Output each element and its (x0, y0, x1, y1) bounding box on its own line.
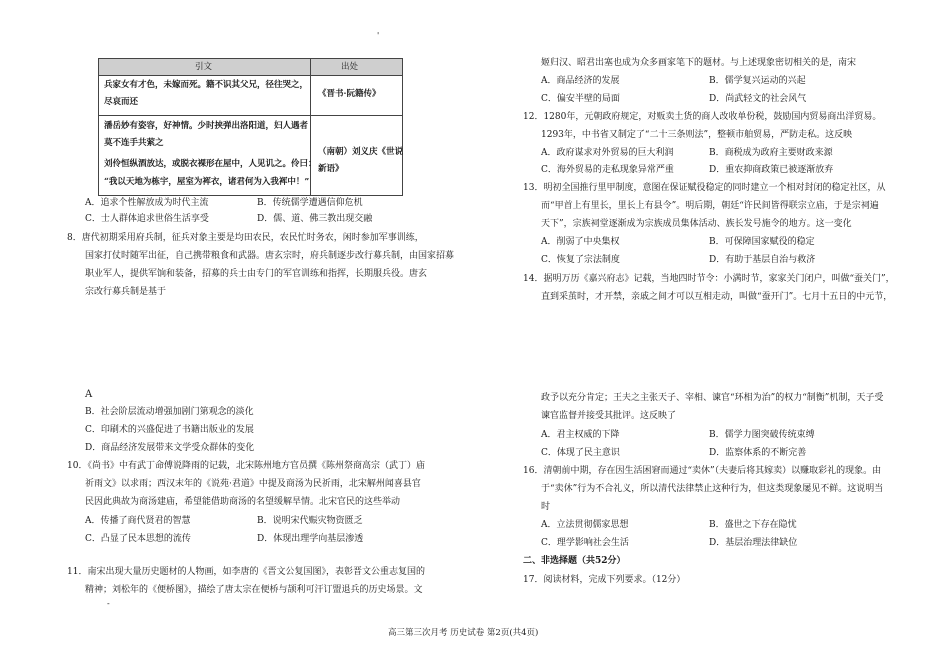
q12-option-d: D．重农抑商政策已被逐渐放弃 (709, 165, 834, 175)
q15-fragment-line-2: 谏官监督并接受其批评。这反映了 (541, 411, 677, 421)
table-header-quote: 引文 (195, 62, 213, 72)
table-row-1-line-1: 兵家女有才色，未嫁而死。籍不识其父兄，径往哭之， (104, 80, 309, 90)
q12-option-a: A．政府谋求对外贸易的巨大利润 (541, 148, 674, 158)
q13-line-2: 而“甲首上有里长，里长上有县令”。明后期，朝廷“许民间皆得联宗立庙，于是宗祠遍 (541, 201, 879, 211)
table-row-1-line-2: 尽哀而还 (104, 97, 139, 107)
bottom-mark: - (107, 599, 110, 608)
q11-option-a: A．商品经济的发展 (541, 76, 620, 86)
quote-table (98, 58, 403, 196)
q16-line-1: 16．清朝前中期，存在因生活困窘而通过“卖休”（夫妻后将其嫁卖）以赚取彩礼的现象。由 (523, 466, 882, 476)
q13-line-1: 13．明初全国推行里甲制度，意图在保证赋役稳定的同时建立一个相对封闭的稳定社区，从 (523, 183, 886, 193)
q10-line-3: 民因此典故为商汤建庙，希望能借助商汤的名望缓解旱情。北宋官民的这些举动 (85, 497, 401, 507)
table-row-2-source-1: （南朝）刘义庆《世说 (318, 147, 404, 157)
table-row-2-line-2: 莫不连手共萦之 (104, 138, 164, 148)
page-footer: 高三第三次月考 历史试卷 第2页(共4页) (388, 628, 539, 638)
q10-line-1: 10．《尚书》中有武丁命傅说降雨的记载，北宋陈州地方官员撰《陈州祭商高宗（武丁）庙 (67, 461, 425, 471)
q9-option-c: C．印刷术的兴盛促进了书籍出版业的发展 (85, 425, 254, 435)
q7-option-b: B．传统儒学遭遇信仰危机 (257, 198, 363, 208)
q12-line-2: 1293年，中书省又制定了“二十三条则法”，整顿市舶贸易，严防走私。这反映 (541, 130, 853, 140)
q13-option-c: C．恢复了宗法制度 (541, 255, 620, 265)
q15-option-a: A．君主权威的下降 (541, 430, 620, 440)
q15-fragment-line-1: 政予以充分肯定；王夫之主张天子、宰相、谏官“环相为治”的权力“制衡”机制，天子受 (541, 393, 884, 403)
section-heading-non-choice: 二、非选择题（共52分） (523, 556, 626, 566)
q13-option-d: D．有助于基层自治与救济 (709, 255, 816, 265)
q16-option-c: C．理学影响社会生活 (541, 538, 629, 548)
top-mark: ' (377, 31, 380, 40)
q17-prompt: 17．阅读材料，完成下列要求。（12分） (523, 575, 686, 585)
q15-option-c: C．体现了民主意识 (541, 448, 620, 458)
q11-option-b: B．儒学复兴运动的兴起 (709, 76, 806, 86)
q14-line-2: 直到采茧时，才开禁，亲戚之间才可以互相走动，叫做“蚕开门”。七月十五日的中元节， (541, 292, 893, 302)
q16-line-2: 于“卖休”行为不合礼义，所以清代法律禁止这种行为，但这类现象屡见不鲜。这说明当 (541, 484, 884, 494)
q9-option-a-fragment: A (85, 389, 93, 400)
q15-option-d: D．监察体系的不断完善 (709, 448, 807, 458)
q8-line-2: 国家打仗时随军出征，自己携带粮食和武器。唐玄宗时，府兵制逐步改行募兵制，由国家招募 (85, 251, 455, 261)
q10-option-b: B．说明宋代赈灾物资匮乏 (257, 516, 363, 526)
q13-line-3: 天下”，宗族祠堂逐渐成为宗族成员集体活动、族长发号施令的地方。这一变化 (541, 219, 852, 229)
table-row-1-source: 《晋书·阮籍传》 (318, 89, 381, 99)
q11-line-1: 11．南宋出现大量历史题材的人物画，如李唐的《晋文公复国图》，表彰晋文公重志复国的 (67, 567, 425, 577)
q10-option-d: D．体现出理学向基层渗透 (257, 534, 364, 544)
q8-line-4: 宗改行募兵制是基于 (85, 287, 167, 297)
q11-option-d: D．尚武轻文的社会风气 (709, 94, 807, 104)
q13-option-b: B．可保障国家赋役的稳定 (709, 237, 815, 247)
q9-option-d: D．商品经济发展带来文学受众群体的变化 (85, 443, 255, 453)
q11-line-2: 精神；刘松年的《便桥图》，描绘了唐太宗在便桥与颉利可汗订盟退兵的历史场景。文 (85, 585, 423, 595)
q16-line-3: 时 (541, 502, 551, 512)
q8-line-3: 职业军人，提供军饷和装备，招募的兵士由专门的军官训练和指挥，长期服兵役。唐玄 (85, 269, 428, 279)
q7-option-d: D．儒、道、佛三教出现交融 (257, 214, 373, 224)
q7-option-c: C．士人群体追求世俗生活享受 (85, 214, 209, 224)
q9-option-b: B．社会阶层流动增强加剧门第观念的淡化 (85, 407, 254, 417)
q16-option-d: D．基层治理法律缺位 (709, 538, 798, 548)
q16-option-a: A．立法贯彻儒家思想 (541, 520, 629, 530)
q12-option-b: B．商税成为政府主要财政来源 (709, 148, 833, 158)
q10-line-2: 祈雨文》以求雨；西汉末年的《说苑·君道》中提及商汤为民祈雨，北宋解州闻喜县官 (85, 479, 421, 489)
q13-option-a: A．削弱了中央集权 (541, 237, 620, 247)
q10-option-a: A．传播了商代贤君的智慧 (85, 516, 191, 526)
table-row-2-source-2: 新语》 (318, 164, 344, 174)
table-row-2-line-3: 刘伶恒纵酒放达，或脱衣裸形在屋中，人见讥之。伶曰： (104, 159, 317, 169)
q14-line-1: 14．据明万历《嘉兴府志》记载，当地四时节令：小满时节，家家关门闭户，叫做“蚕关门”， (523, 274, 895, 284)
q15-option-b: B．儒学力图突破传统束缚 (709, 430, 815, 440)
q11-continued-line: 姬归汉、昭君出塞也成为众多画家笔下的题材。与上述现象密切相关的是，南宋 (541, 58, 857, 68)
q12-line-1: 12．1280年，元朝政府规定，对贩卖土货的商人改收单份税，鼓励国内贸易商出洋贸易。 (523, 112, 882, 122)
q12-option-c: C．海外贸易的走私现象异常严重 (541, 165, 674, 175)
table-row-2-line-4: “我以天地为栋宇，屋室为裈衣，诸君何为入我裈中！” (104, 177, 310, 187)
table-row-2-line-1: 潘岳妙有姿容，好神情。少时挟弹出洛阳道，妇人遇者 (104, 121, 309, 131)
q16-option-b: B．盛世之下存在隐忧 (709, 520, 797, 530)
q7-option-a: A．追求个性解放成为时代主流 (85, 198, 209, 208)
q8-line-1: 8．唐代初期采用府兵制，征兵对象主要是均田农民，农民忙时务农，闲时参加军事训练， (67, 233, 424, 243)
table-header-source: 出处 (341, 62, 359, 72)
q11-option-c: C．偏安半壁的局面 (541, 94, 620, 104)
q10-option-c: C．凸显了民本思想的流传 (85, 534, 191, 544)
